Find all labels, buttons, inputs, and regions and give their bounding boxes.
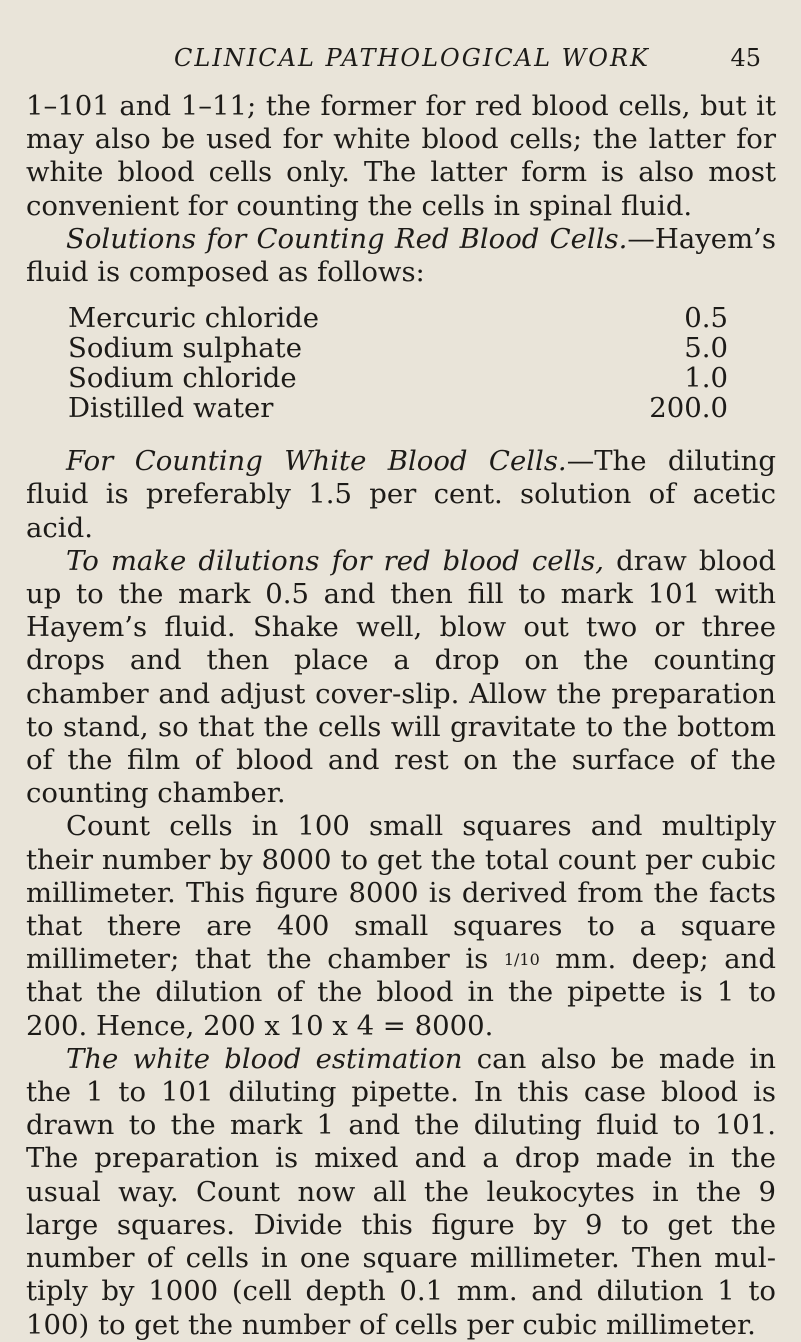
- page-body: [26, 90, 776, 1342]
- ingredient-amount: 0.5: [684, 302, 728, 335]
- heading-red-cell-solutions: Solutions for Counting Red Blood Cells.: [66, 222, 628, 255]
- formula-row: [68, 363, 728, 393]
- running-title: CLINICAL PATHOLOGICAL WORK: [174, 44, 650, 72]
- ingredient-name: Sodium chloride: [68, 362, 297, 395]
- formula-row: [68, 393, 728, 423]
- paragraph-white-estimation: [26, 1043, 776, 1342]
- formula-row: [68, 303, 728, 333]
- dilutions-text: draw blood up to the mark 0.5 and then fill to mark 101 with Hayem’s fluid. Shake well, blow out two or three drops and then place a drop on the counting chamber and adjust cover-slip. Allow the preparation to stand, so that the cells will gravitate to the bottom of the film of blood and rest on the surface of the counting chamber.: [26, 544, 776, 810]
- page-number: 45: [730, 44, 761, 72]
- ingredient-name: Mercuric chloride: [68, 302, 320, 335]
- ingredient-amount: 200.0: [649, 392, 728, 425]
- paragraph-pipettes: 1–101 and 1–11; the former for red blood cells, but it may also be used for white blood cells; the latter for white blood cells only. The latter form is also most convenient for counting the cells in spinal fluid.: [26, 90, 776, 222]
- white-cell-fluid-text: —The diluting fluid is preferably 1.5 per cent. solution of acetic acid.: [26, 445, 776, 544]
- ingredient-amount: 1.0: [684, 362, 728, 395]
- heading-dilutions: To make dilutions for red blood cells,: [66, 544, 604, 577]
- paragraph-white-cells: [26, 445, 776, 545]
- hayem-formula-table: [68, 303, 728, 423]
- ingredient-name: Sodium sulphate: [68, 332, 302, 365]
- count-text-part2: mm. deep; and that the dilution of the blood in the pipette is 1 to 200. Hence, 200 x 10 x 4 = 8000.: [26, 943, 776, 1042]
- chamber-depth-fraction: 1/10: [503, 950, 540, 970]
- paragraph-count: [26, 810, 776, 1042]
- paragraph-dilutions: [26, 545, 776, 811]
- paragraph-hayem: [26, 223, 776, 289]
- heading-white-estimation: The white blood estimation: [66, 1042, 463, 1075]
- page-header: [0, 44, 801, 74]
- ingredient-name: Distilled water: [68, 392, 274, 425]
- white-estimation-text: can also be made in the 1 to 101 diluting pipette. In this case blood is drawn to the mark 1 and the diluting fluid to 101. The preparation is mixed and a drop made in the usual way. Count now all the leukocytes in the 9 large squares. Divide this figure by 9 to get the number of cells in one square millimeter. Then multiply by 1000 (cell depth 0.1 mm. and dilution 1 to 100) to get the number of cells per cubic millimeter.: [26, 1042, 776, 1341]
- heading-white-cell-solutions: For Counting White Blood Cells.: [66, 445, 567, 478]
- formula-row: [68, 333, 728, 363]
- ingredient-amount: 5.0: [684, 332, 728, 365]
- hayem-intro-text: —Hayem’s fluid is composed as follows:: [26, 222, 776, 289]
- count-text-part1: Count cells in 100 small squares and multiply their number by 8000 to get the total count per cubic millimeter. This figure 8000 is derived from the facts that there are 400 small squares to a square millimeter; that the chamber is: [26, 810, 776, 976]
